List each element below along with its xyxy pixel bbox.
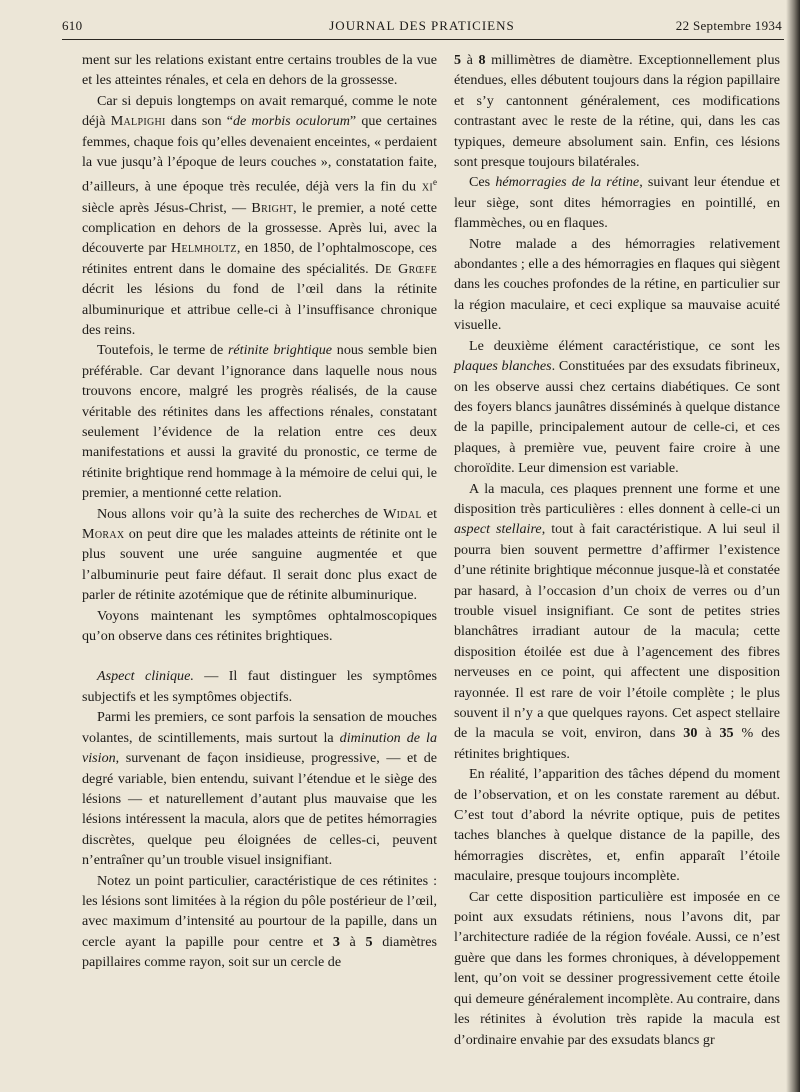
work-title: de morbis oculorum: [232, 113, 350, 130]
author-name: De Grœfe: [374, 260, 437, 277]
paragraph: Car si depuis longtemps on avait remarqué, comme le note déjà Malpighi dans son “de morbis oculorum” que certaines femmes, chaque fois qu’elles devenaient enceintes, « perdaient la vue jusqu’à l’époque de leurs couches », constatation faite, d’ailleurs, à une époque très reculée, déjà vers la fin du $xi^e$ siècle après Jésus-Christ, — Bright, le premier, a noté cette complication en dehors de la grossesse. Après lui, avec la découverte par Helmholtz, en 1850, de l’ophtalmoscope, ces rétinites entrent dans le domaine des spécialités. De Grœfe décrit les lésions du fond de l’œil dans la rétinite albuminurique et attribue celle-ci à l’insuffisance chronique des reins.: [82, 92, 438, 338]
paragraph: Voyons maintenant les symptômes ophtalmoscopiques qu’on observe dans ces rétinites brightiques.: [82, 607, 437, 645]
paragraph: Ces hémorragies de la rétine, suivant leur étendue et leur siège, sont dites hémorragies en pointillé, en flammèches, ou en flaques.: [454, 174, 780, 232]
page-number: 610: [62, 18, 83, 33]
paragraph: Car cette disposition particulière est imposée en ce point aux exsudats rétiniens, nous l’avons dit, par l’architecture radiée de la région fovéale. Aussi, ce n’est guère que dans les formes chroniques, à développement lent, qu’on voit se dessiner progressivement cette étoile qui demeure généralement incomplète. Au contraire, dans les rétinites à évolution très rapide la macula est d’ordinaire envahie par des exsudats blancs gr: [454, 888, 780, 1048]
paragraph: Notez un point particulier, caractéristique de ces rétinites : les lésions sont limitées à la région du pôle postérieur de l’œil, avec maximum d’intensité au pourtour de la papille, dans un cercle ayant la papille pour centre et 3 à 5 diamètres papillaires comme rayon, soit sur un cercle de: [82, 872, 437, 971]
emphasis: hémorragies de la rétine: [495, 174, 640, 191]
paragraph: En réalité, l’apparition des tâches dépend du moment de l’observation, et on les constate rarement au début. C’est tout d’abord la névrite optique, puis de petites taches blanches à quelque distance de la papille, des hémorragies discrètes, et, enfin apparaît l’étoile maculaire, presque toujours incomplète.: [454, 766, 780, 885]
section-heading: Aspect clinique.: [97, 668, 194, 685]
left-column: [82, 50, 437, 973]
right-column: [454, 50, 780, 1050]
author-name: Widal: [383, 505, 422, 522]
paragraph: Toutefois, le terme de rétinite brightique nous semble bien préférable. Car devant l’ignorance dans laquelle nous nous trouvons encore, malgré les progrès réalisés, de la cause véritable des rétinites dans les affections rénales, constatant seulement l’évidence de la relation entre ces deux manifestations et aussi la gravité du pronostic, ce terme de rétinite brightique rend hommage à la mémoire de celui qui, le premier, a mentionné cette relation.: [82, 342, 437, 502]
paragraph: Le deuxième élément caractéristique, ce sont les plaques blanches. Constituées par des exsudats fibrineux, on les observe aussi chez certains diabétiques. Ce sont des foyers blancs jaunâtres disséminés à quelque distance de la papille, principalement autour de celle-ci, et ces plaques, à première vue, peuvent faire croire à une choroïdite. Leur dimension est variable.: [454, 337, 780, 477]
author-name: Helmholtz: [170, 240, 237, 257]
running-head: [62, 18, 782, 36]
binding-shadow: [786, 0, 800, 1092]
paragraph: Aspect clinique. — Il faut distinguer les symptômes subjectifs et les symptômes objectifs.: [82, 668, 437, 705]
author-name: Malpighi: [110, 113, 166, 130]
journal-title: JOURNAL DES PRATICIENS: [329, 18, 515, 33]
paragraph: ment sur les relations existant entre certains troubles de la vue et les atteintes rénales, et cela en dehors de la grossesse.: [82, 52, 437, 89]
emphasis: diminution de la vision: [82, 729, 438, 767]
paragraph: Notre malade a des hémorragies relativement abondantes ; elle a des hémorragies en flaques qui siègent dans les couches profondes de la rétine, en particulier sur la région maculaire, et ceci explique sa mauvaise acuité visuelle.: [454, 235, 781, 334]
paragraph: Parmi les premiers, ce sont parfois la sensation de mouches volantes, de scintillements, mais surtout la diminution de la vision, survenant de façon insidieuse, progressive, — et de degré variable, bien entendu, suivant l’étendue et le siège des lésions — et naturellement d’autant plus mauvaise que les lésions intéressent la macula, alors que de petites hémorragies discrètes, quelque peu éloignées de celles-ci, peuvent n’entraîner qu’un trouble visuel insignifiant.: [82, 709, 438, 869]
emphasis: aspect stellaire: [454, 521, 542, 538]
issue-date: 22 Septembre 1934: [675, 18, 782, 33]
author-name: Bright: [251, 199, 294, 216]
emphasis: plaques blanches: [454, 358, 552, 375]
header-rule: [62, 39, 784, 40]
author-name: Morax: [82, 526, 125, 543]
paragraph: A la macula, ces plaques prennent une forme et une disposition très particulières : elles donnent à celle-ci un aspect stellaire, tout à fait caractéristique. A lui seul il pourra bien souvent permettre d’affirmer l’existence d’une rétinite brightique méconnue jusque-là et constatée par hasard, à l’occasion d’un choix de verres ou d’un trouble visuel insignifiant. Ce sont de petites stries blanchâtres irradiant autour de la macula; cette disposition étoilée est due à l’agencement des fibres nerveuses en ce point, qui affectent une disposition rayonnée. Il est rare de voir l’étoile complète ; le plus souvent il n’y a que quelques rayons. Cet aspect stellaire de la macula se voit, environ, dans 30 à 35 % des rétinites brightiques.: [454, 480, 780, 762]
paragraph: 5 à 8 millimètres de diamètre. Exceptionnellement plus étendues, elles débutent toujours dans la région papillaire et s’y cantonnent généralement, ces modifications contrastant avec le reste de la rétine, qui, dans les cas typiques, demeure absolument sain. Enfin, ces lésions sont presque toujours bilatérales.: [454, 52, 780, 171]
paragraph: Nous allons voir qu’à la suite des recherches de Widal et Morax on peut dire que les malades atteints de rétinite ont le plus souvent une urée sanguine augmentée et que l’albuminurie peut faire défaut. Il serait donc plus exact de parler de rétinite azotémique que de rétinite albuminurique.: [82, 505, 438, 604]
term: rétinite brightique: [227, 342, 333, 359]
